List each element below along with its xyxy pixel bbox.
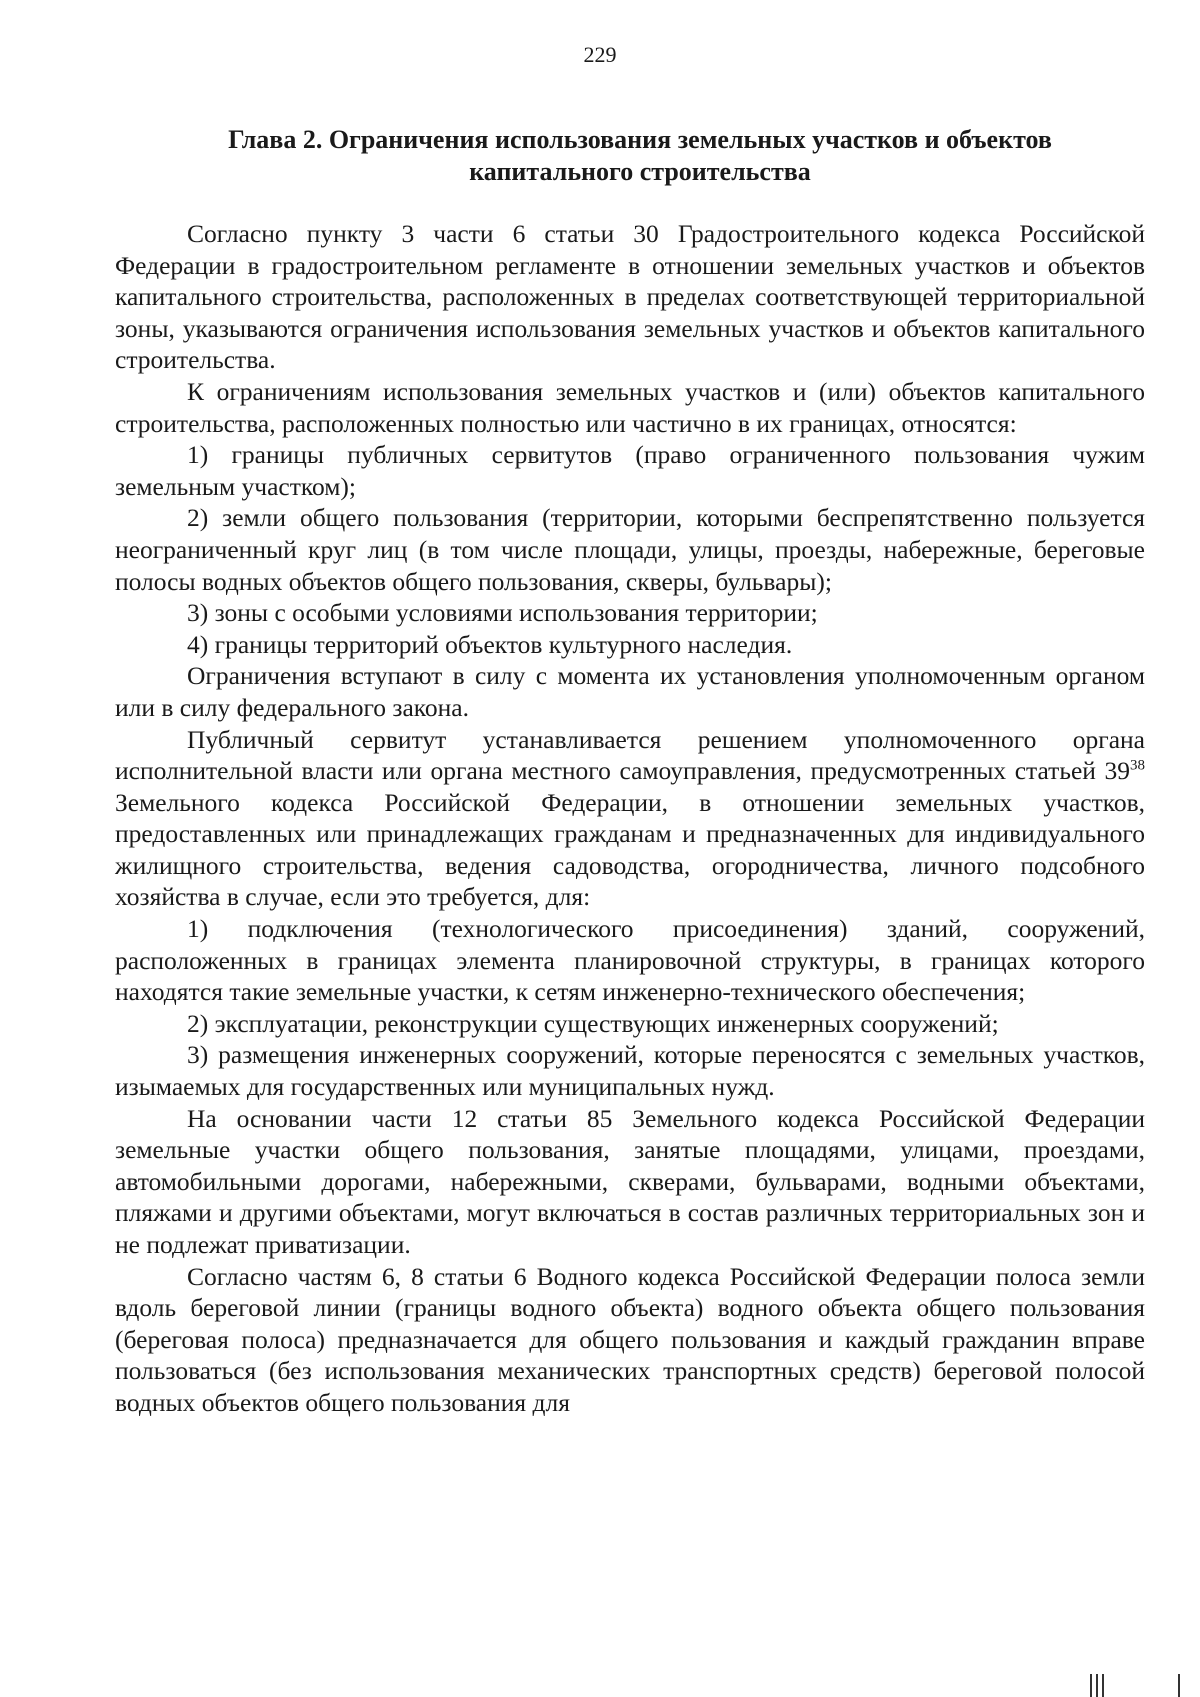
list-item: 1) подключения (технологического присоединения) зданий, сооружений, расположенных в границах элемента планировочной структуры, в границах которого находятся такие земельные участки, к сетям инженерно-технического обеспечения;	[115, 914, 1145, 1007]
paragraph: На основании части 12 статьи 85 Земельного кодекса Российской Федерации земельные участки общего пользования, занятые площадями, улицами, проездами, автомобильными дорогами, набережными, скверами, бульварами, водными объектами, пляжами и другими объектами, могут включаться в состав различных территориальных зон и не подлежат приватизации.	[115, 1103, 1145, 1259]
servitude-text-end: Земельного кодекса Российской Федерации, в отношении земельных участков, предоставленных или принадлежащих гражданам и предназначенных для индивидуального жилищного строительства, ведения садоводства, огородничества, личного подсобного хозяйства в случае, если это требуется, для:	[115, 787, 1145, 912]
footnote-superscript: 38	[1130, 757, 1145, 774]
document-body	[115, 218, 1145, 1419]
scan-mark	[1178, 1674, 1180, 1697]
list-item: 2) эксплуатации, реконструкции существующих инженерных сооружений;	[187, 1008, 999, 1038]
list-item: 4) границы территорий объектов культурного наследия.	[187, 629, 793, 659]
paragraph: Ограничения вступают в силу с момента их установления уполномоченным органом или в силу федерального закона.	[115, 661, 1145, 722]
scan-marks	[1090, 1674, 1200, 1697]
list-item: 3) зоны с особыми условиями использования территории;	[187, 598, 818, 628]
paragraph: Согласно пункту 3 части 6 статьи 30 Градостроительного кодекса Российской Федерации в градостроительном регламенте в отношении земельных участков и объектов капитального строительства, расположенных в пределах соответствующей территориальной зоны, указываются ограничения использования земельных участков и объектов капитального строительства.	[115, 219, 1145, 375]
servitude-text-start: Публичный сервитут устанавливается решением уполномоченного органа исполнительной власти или органа местного самоуправления, предусмотренных статьей 39	[115, 724, 1145, 786]
paragraph: Согласно частям 6, 8 статьи 6 Водного кодекса Российской Федерации полоса земли вдоль береговой линии (границы водного объекта) водного объекта общего пользования (береговая полоса) предназначается для общего пользования и каждый гражданин вправе пользоваться (без использования механических транспортных средств) береговой полосой водных объектов общего пользования для	[115, 1261, 1145, 1417]
list-item: 3) размещения инженерных сооружений, которые переносятся с земельных участков, изымаемых для государственных или муниципальных нужд.	[115, 1040, 1145, 1102]
page-number: 229	[583, 42, 617, 67]
chapter-heading: Глава 2. Ограничения использования земельных участков и объектов капитального строительства	[228, 125, 1052, 186]
scan-mark	[1102, 1674, 1104, 1697]
servitude-paragraph	[115, 724, 1145, 914]
paragraph: К ограничениям использования земельных участков и (или) объектов капитального строительства, расположенных полностью или частично в их границах, относятся:	[115, 376, 1145, 438]
list-item: 2) земли общего пользования (территории, которыми беспрепятственно пользуется неограниченный круг лиц (в том числе площади, улицы, проезды, набережные, береговые полосы водных объектов общего пользования, скверы, бульвары);	[115, 503, 1145, 596]
scan-mark	[1096, 1674, 1098, 1697]
list-item: 1) границы публичных сервитутов (право ограниченного пользования чужим земельным участком);	[115, 440, 1145, 501]
scan-mark	[1090, 1674, 1092, 1697]
